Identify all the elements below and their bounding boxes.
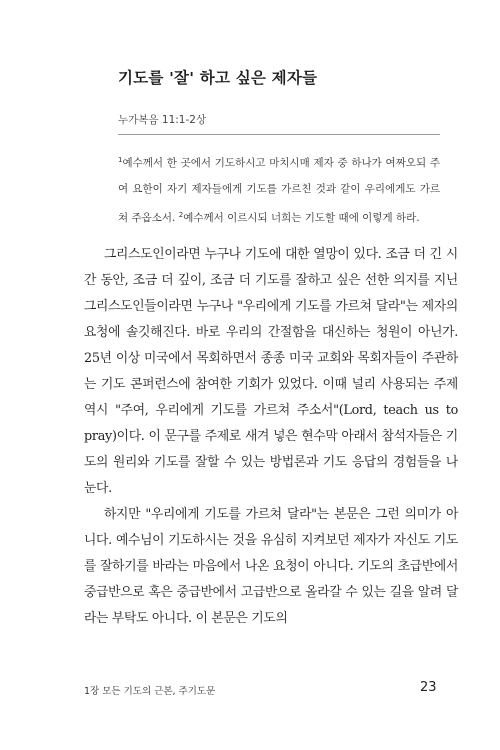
section-title: 기도를 '잘' 하고 싶은 제자들 — [118, 69, 318, 87]
scripture-reference: 누가복음 11:1-2상 — [118, 112, 440, 135]
scripture-box — [118, 112, 440, 231]
running-footer: 1장 모든 기도의 근본, 주기도문 — [84, 686, 216, 697]
verse-2: 예수께서 이르시되 너희는 기도할 때에 이렇게 하라. — [183, 212, 420, 224]
verse-1: 예수께서 한 곳에서 기도하시고 마치시매 제자 중 하나가 여짜오되 주여 요한이 자기 제자들에게 기도를 가르친 것과 같이 우리에게도 가르쳐 주옵소서. — [118, 157, 440, 224]
paragraph-1: 그리스도인이라면 누구나 기도에 대한 열망이 있다. 조금 더 긴 시간 동안, 조금 더 깊이, 조금 더 기도를 잘하고 싶은 선한 의지를 지닌 그리스도인들이라면 누구나 "우리에게 기도를 가르쳐 달라"는 제자의 요청에 솔깃해진다. 바로 우리의 간절함을 대신하는 청원이 아닌가. 25년 이상 미국에서 목회하면서 종종 미국 교회와 목회자들이 주관하는 기도 콘퍼런스에 참여한 기회가 있었다. 이때 널리 사용되는 주제 역시 "주여, 우리에게 기도를 가르쳐 주소서"(Lord, teach us to pray)이다. 이 문구를 주제로 새겨 넣은 현수막 아래서 참석자들은 기도의 원리와 기도를 잘할 수 있는 방법론과 기도 응답의 경험들을 나눈다. — [84, 247, 458, 496]
paragraph-2: 하지만 "우리에게 기도를 가르쳐 달라"는 본문은 그런 의미가 아니다. 예수님이 기도하시는 것을 유심히 지켜보던 제자가 자신도 기도를 잘하기를 바라는 마음에서 나온 요청이 아니다. 기도의 초급반에서 중급반으로 혹은 중급반에서 고급반으로 올라갈 수 있는 길을 알려 달라는 부탁도 아니다. 이 본문은 기도의 — [84, 507, 458, 626]
verse-number-2: 2 — [178, 211, 184, 219]
body-text — [84, 242, 458, 632]
verse-number-1: 1 — [118, 156, 123, 164]
page-number: 23 — [420, 680, 437, 695]
scripture-text — [118, 147, 440, 231]
